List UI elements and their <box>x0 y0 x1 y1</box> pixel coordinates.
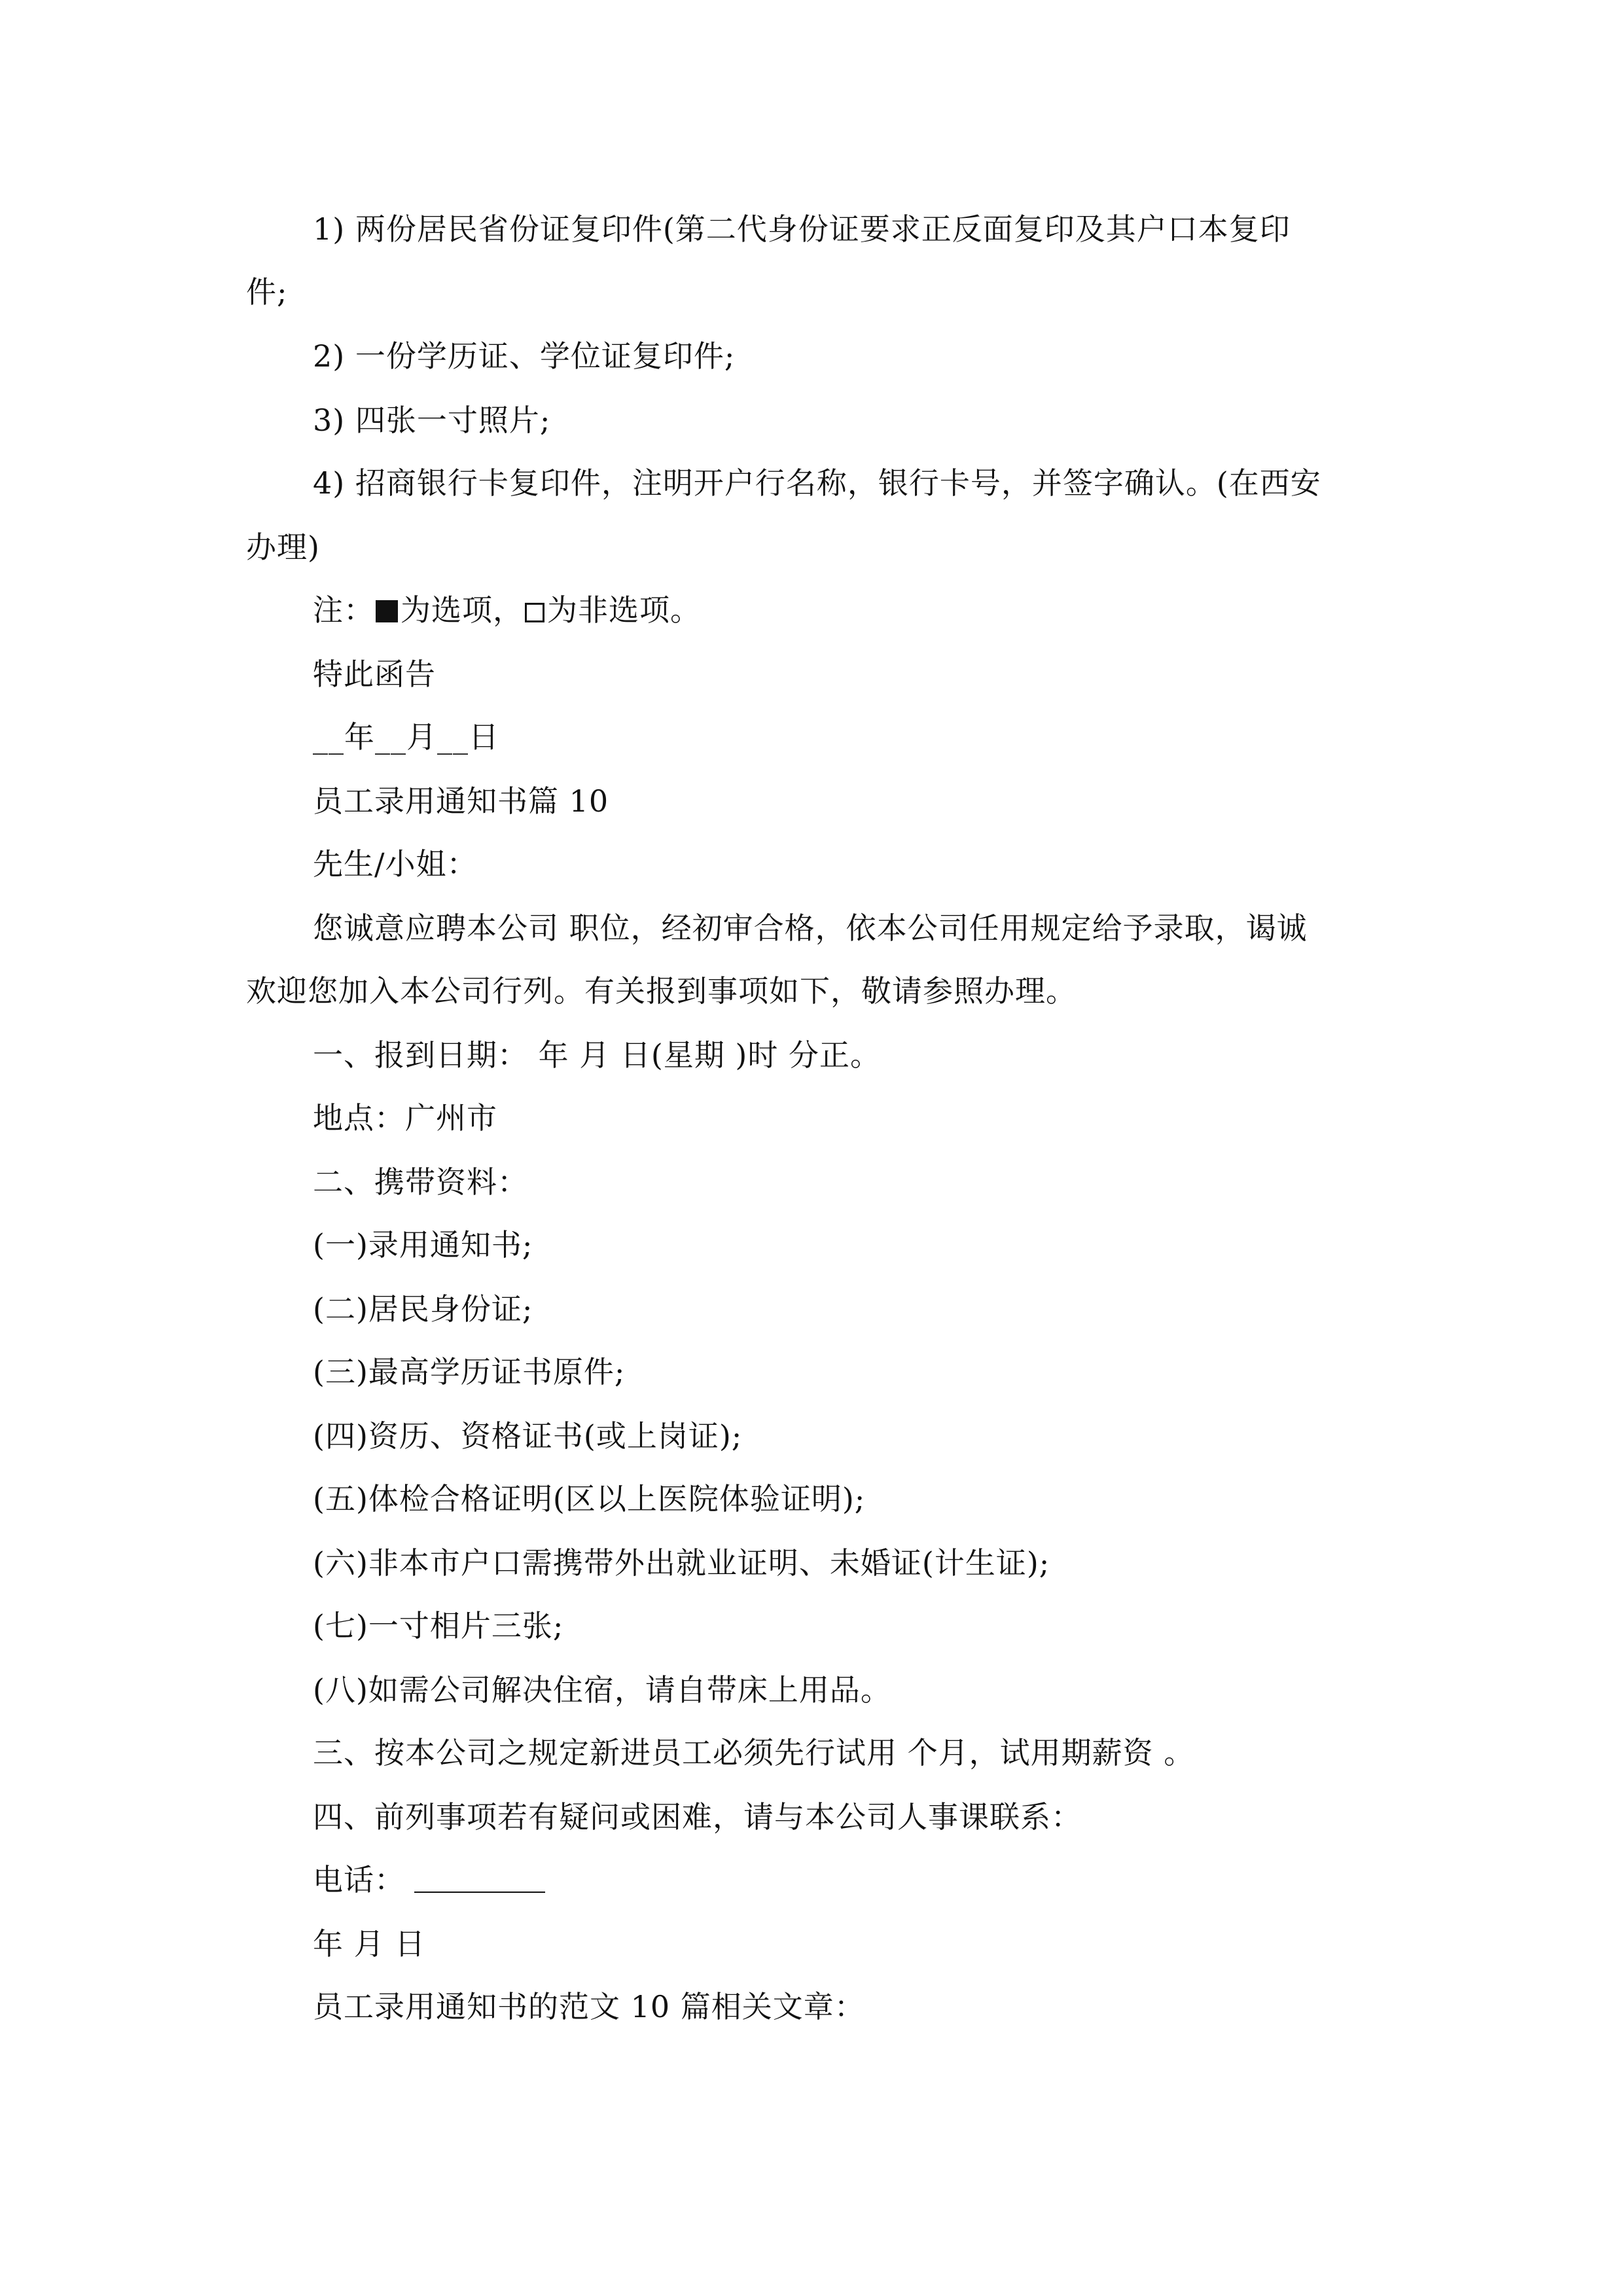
material-item: (七)一寸相片三张; <box>313 1608 564 1643</box>
related-articles: 员工录用通知书的范文 10 篇相关文章： <box>313 1989 865 2024</box>
date-plain: 年 月 日 <box>313 1926 426 1962</box>
salutation: 先生/小姐： <box>313 846 478 882</box>
intro-line-2: 欢迎您加入本公司行列。有关报到事项如下，敬请参照办理。 <box>246 973 1077 1009</box>
paragraph-item-4-line-1: 4) 招商银行卡复印件，注明开户行名称，银行卡号，并签字确认。(在西安 <box>313 465 1321 501</box>
material-item: (二)居民身份证; <box>313 1291 533 1327</box>
item-location: 地点：广州市 <box>313 1100 497 1136</box>
item-report-date: 一、报到日期： 年 月 日(星期 )时 分正。 <box>313 1037 882 1073</box>
empty-square-icon <box>525 603 544 622</box>
item-contact: 四、前列事项若有疑问或困难，请与本公司人事课联系： <box>313 1799 1082 1835</box>
section-title: 员工录用通知书篇 10 <box>313 783 609 819</box>
note-empty-text: 为非选项。 <box>547 592 701 628</box>
paragraph-item-2: 2) 一份学历证、学位证复印件; <box>313 338 736 374</box>
date-blank: __年__月__日 <box>313 719 499 755</box>
paragraph-item-1-line-2: 件; <box>246 274 288 310</box>
material-item: (三)最高学历证书原件; <box>313 1354 626 1390</box>
notice-close: 特此函告 <box>313 656 436 692</box>
note-filled-text: 为选项， <box>401 592 524 628</box>
paragraph-item-4-line-2: 办理) <box>246 529 320 565</box>
paragraph-item-3: 3) 四张一寸照片; <box>313 403 551 438</box>
note-line <box>313 590 701 630</box>
note-prefix: 注： <box>313 592 374 628</box>
phone-label: 电话： <box>313 1862 405 1897</box>
phone-line <box>313 1860 545 1899</box>
material-item: (四)资历、资格证书(或上岗证); <box>313 1418 743 1454</box>
item-probation: 三、按本公司之规定新进员工必须先行试用 个月，试用期薪资 。 <box>313 1735 1195 1770</box>
filled-square-icon <box>376 600 398 622</box>
intro-line-1: 您诚意应聘本公司 职位，经初审合格，依本公司任用规定给予录取，谒诚 <box>313 910 1308 946</box>
material-item: (六)非本市户口需携带外出就业证明、未婚证(计生证); <box>313 1545 1050 1581</box>
phone-blank-field <box>414 1865 545 1893</box>
material-item: (一)录用通知书; <box>313 1227 533 1263</box>
item-materials-heading: 二、携带资料： <box>313 1164 528 1200</box>
material-item: (八)如需公司解决住宿，请自带床上用品。 <box>313 1672 891 1708</box>
material-item: (五)体检合格证明(区以上医院体验证明); <box>313 1481 866 1516</box>
paragraph-item-1-line-1: 1) 两份居民省份证复印件(第二代身份证要求正反面复印及其户口本复印 <box>313 211 1291 247</box>
